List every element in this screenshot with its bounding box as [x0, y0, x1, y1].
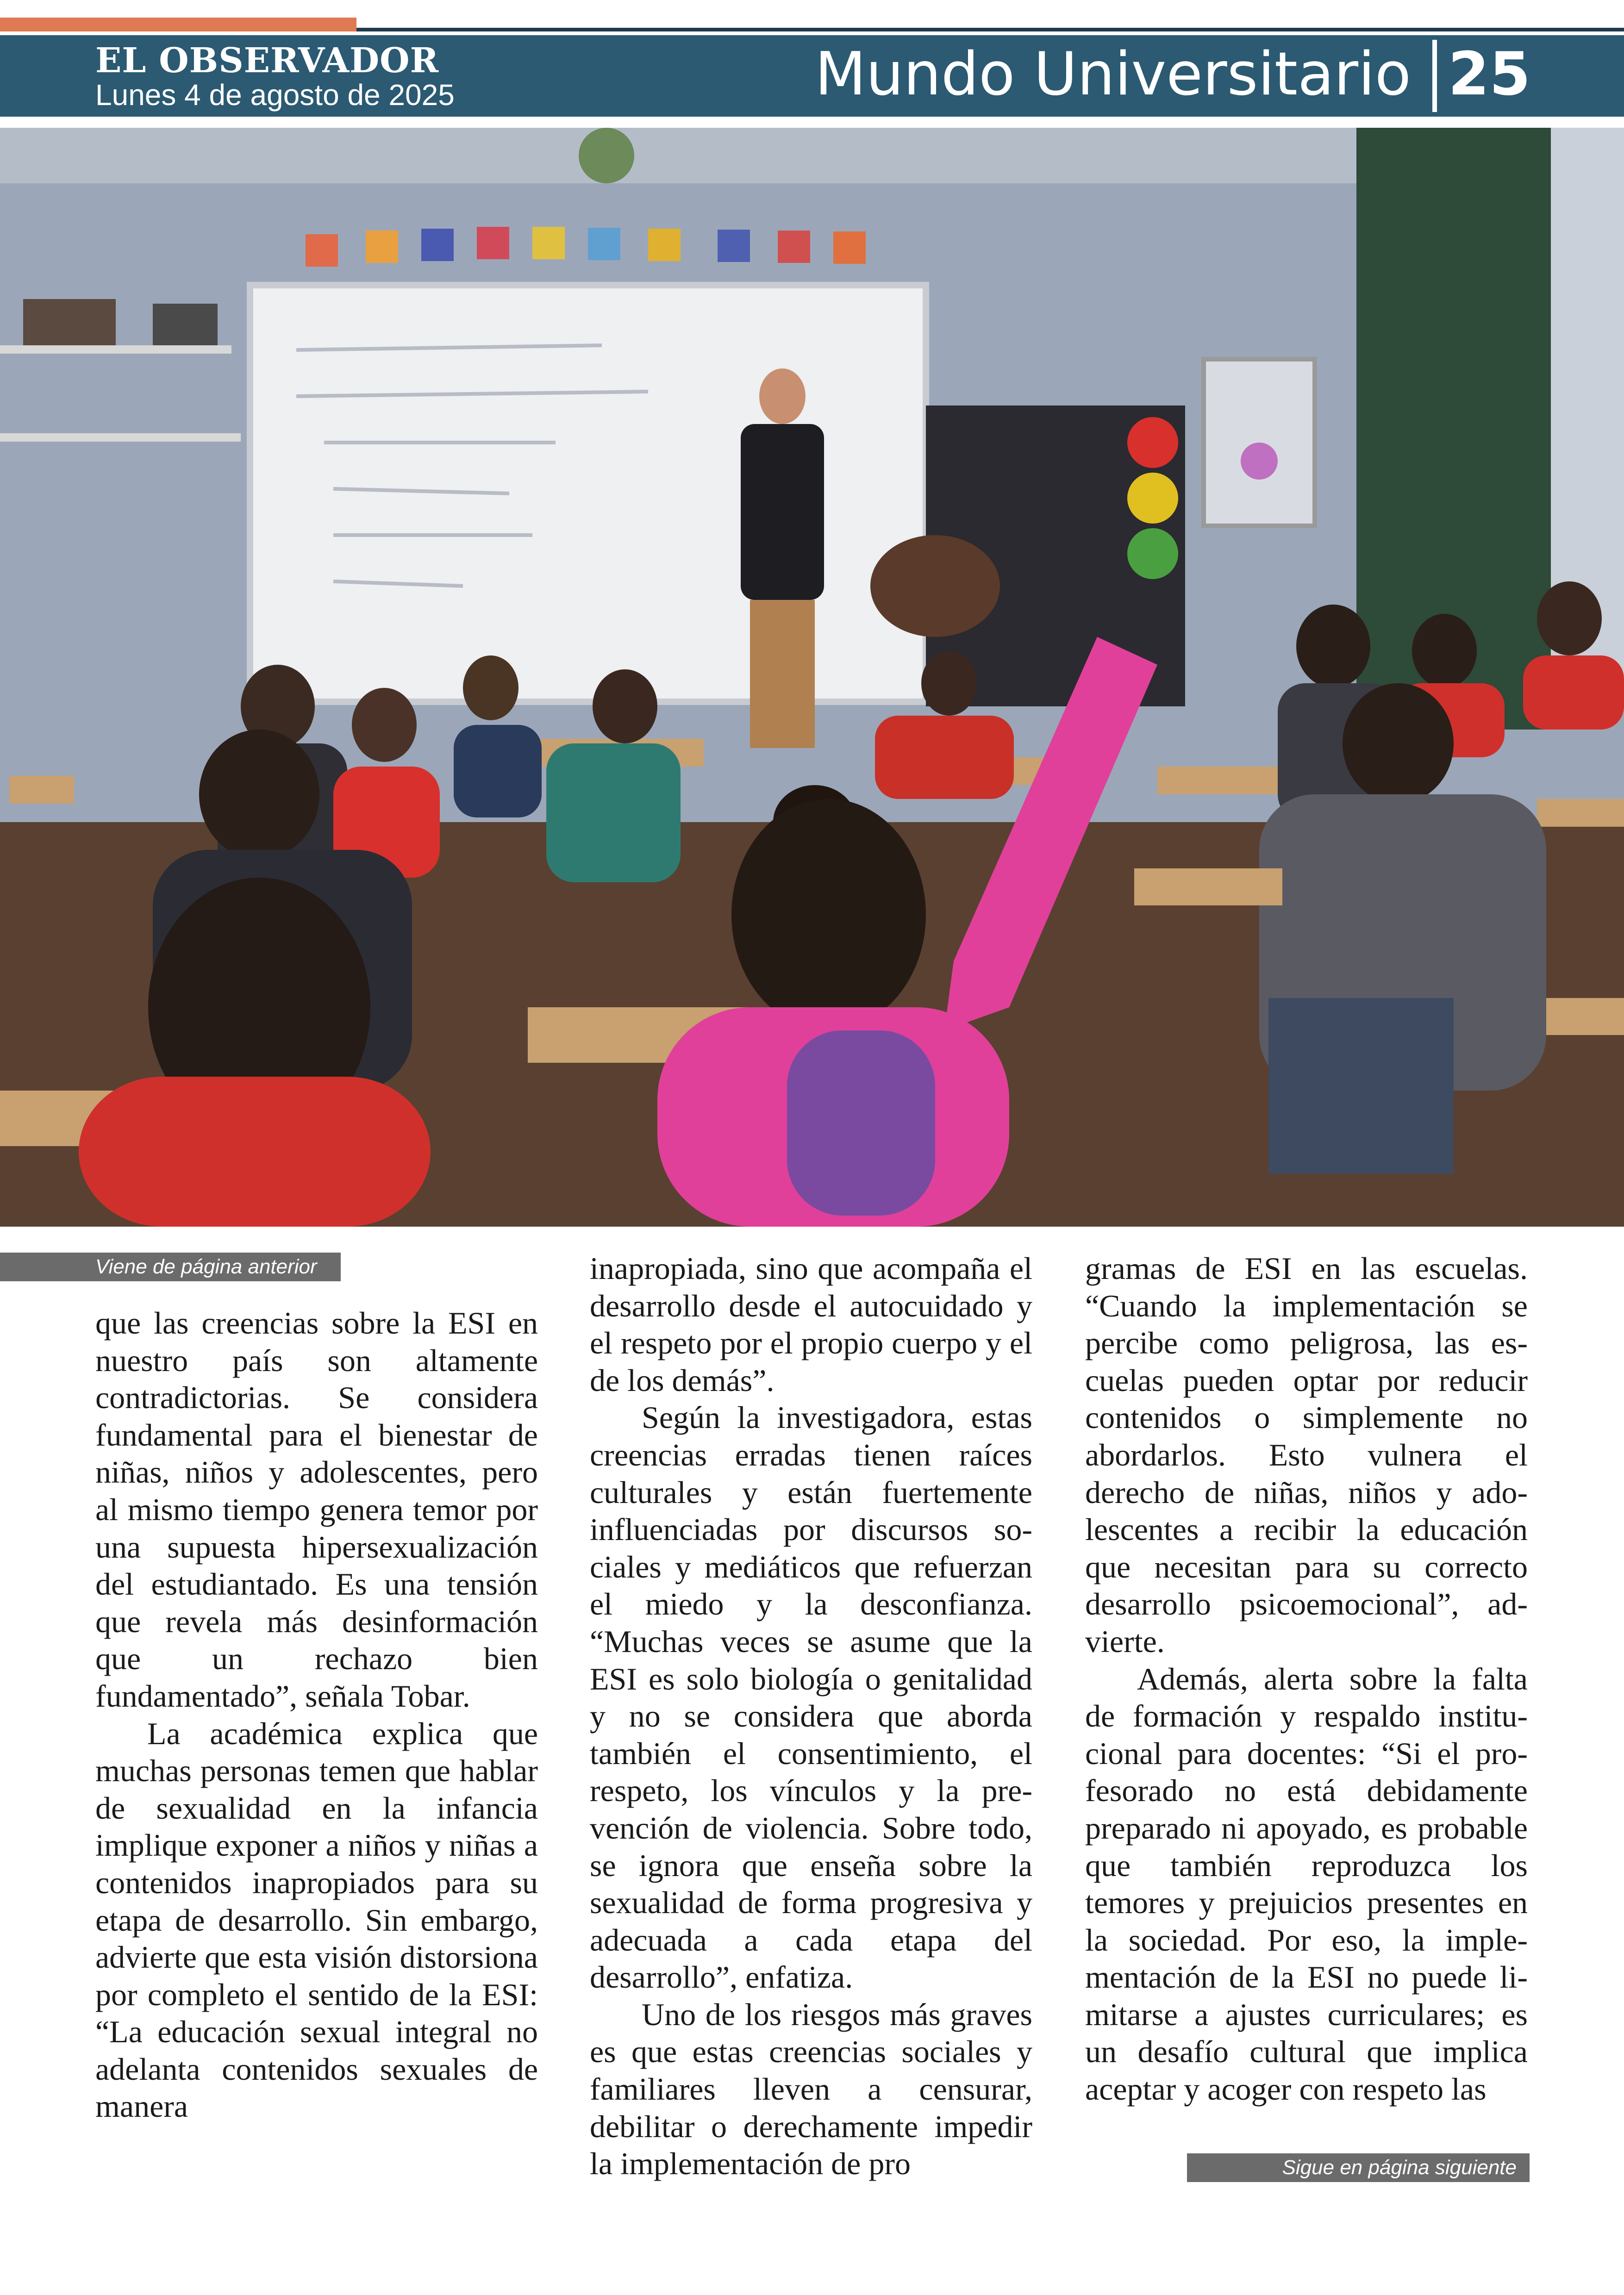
masthead: EL OBSERVADOR [95, 41, 439, 81]
article-paragraph: Según la investigadora, estas creencias erradas tienen raíces culturales y están fuertemente influenciadas por discursos sociales y mediáticos que refuerzan el miedo y la desconfianza. “Muchas veces se asume que la ESI es solo biología o genitalidad y no se considera que aborda también el consentimiento, el respeto, los vínculos y la prevención de violencia. Sobre todo, se ignora que enseña sobre la sexualidad de forma progresiva y adecuada a cada etapa del desarrollo”, enfatiza. [590, 1400, 1032, 1995]
article-paragraph: inapropiada, sino que acompaña el desarrollo desde el autocuidado y el respeto por el propio cuerpo y el de los demás”. [590, 1251, 1032, 1398]
issue-date: Lunes 4 de agosto de 2025 [95, 78, 455, 112]
article-paragraph: Además, alerta sobre la falta de formación y respaldo institucional para docentes: “Si el profesorado no está debidamente preparado ni apoyado, es probable que también reproduzca los temores y prejuicios presentes en la sociedad. Por eso, la implementación de la ESI no puede limitarse a ajustes curriculares; es un desafío cultural que implica aceptar y acoger con respeto las [1085, 1661, 1528, 2107]
section-title: Mundo Universitario [815, 40, 1411, 109]
continued-from-previous-tag: Viene de página anterior [0, 1253, 341, 1281]
article-paragraph: Uno de los riesgos más graves es que estas creencias sociales y familiares lleven a censurar, debilitar o derechamente impedir la implementación de pro [590, 1996, 1032, 2182]
article-column-2 [590, 1250, 1032, 2183]
page-number: 25 [1448, 40, 1531, 109]
classroom-photo-illustration [0, 128, 1624, 1227]
classroom-photo [0, 128, 1624, 1227]
header-rule [356, 28, 1624, 31]
continues-next-page-tag: Sigue en página siguiente [1187, 2153, 1530, 2182]
header-accent-bar [0, 18, 356, 31]
article-column-3 [1085, 1250, 1528, 2108]
article-paragraph: La académica explica que muchas personas temen que hablar de sexualidad en la infancia implique exponer a niños y niñas a contenidos inapropiados para su etapa de desarrollo. Sin embargo, advierte que esta visión distorsiona por completo el sentido de la ESI: “La educación sexual integral no adelanta contenidos sexuales de manera [95, 1715, 538, 2124]
article-column-1 [95, 1304, 538, 2125]
header-divider [1432, 40, 1437, 112]
article-paragraph: gramas de ESI en las escuelas. “Cuando la implementación se percibe como peligrosa, las escuelas pueden optar por reducir contenidos o simplemente no abordarlos. Esto vulnera el derecho de niñas, niños y adolescentes a recibir la educación que necesitan para su correcto desarrollo psicoemocional”, advierte. [1085, 1251, 1528, 1659]
article-paragraph: que las creencias sobre la ESI en nuestro país son altamente contradictorias. Se considera fundamental para el bienestar de niñas, niños y adolescentes, pero al mismo tiempo genera temor por una supuesta hipersexualización del estudiantado. Es una tensión que revela más desinformación que un rechazo bien fundamentado”, señala Tobar. [95, 1305, 538, 1714]
